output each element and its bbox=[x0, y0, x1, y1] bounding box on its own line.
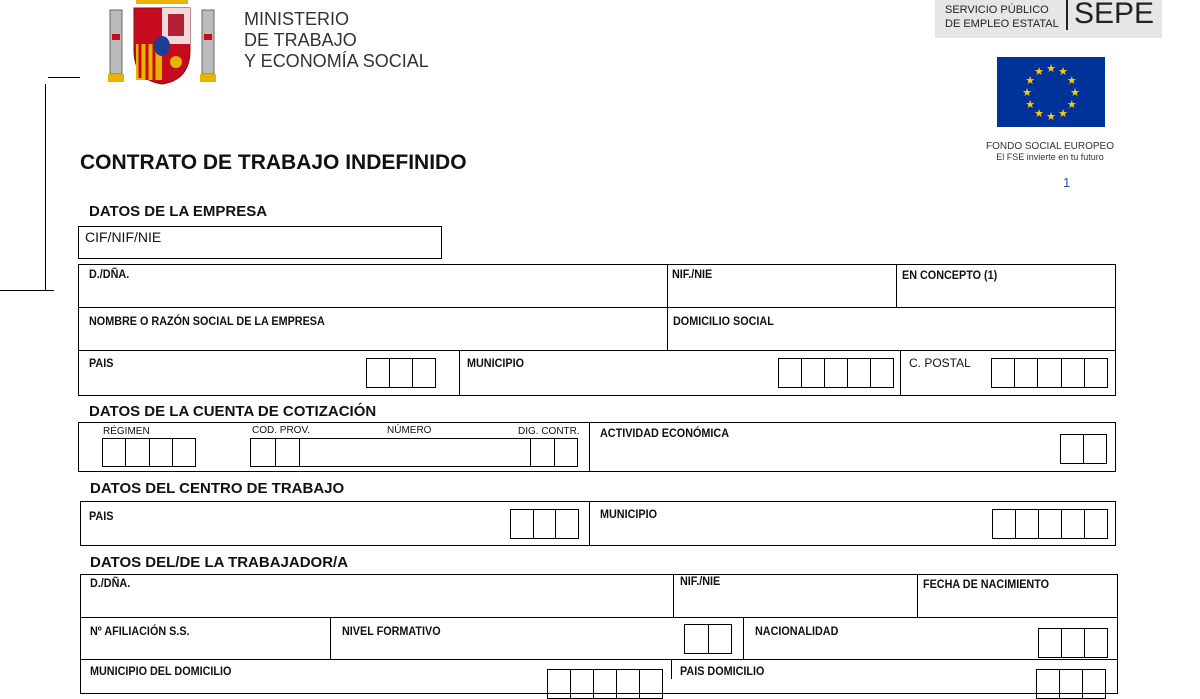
fse-caption: FONDO SOCIAL EUROPEO El FSE invierte en tu futuro bbox=[986, 141, 1114, 162]
afiliacion-label: Nº AFILIACIÓN S.S. bbox=[90, 624, 190, 638]
codprov-label: COD. PROV. bbox=[252, 425, 310, 436]
empresa-dona-label: D./DÑA. bbox=[89, 267, 130, 281]
eu-star-icon: ★ bbox=[1046, 111, 1056, 123]
eu-star-icon: ★ bbox=[1022, 87, 1032, 99]
nacionalidad-cells[interactable] bbox=[1038, 628, 1108, 658]
regimen-label: RÉGIMEN bbox=[103, 426, 150, 437]
eu-star-icon: ★ bbox=[1034, 107, 1044, 120]
sepe-logo: SERVICIO PÚBLICO DE EMPLEO ESTATAL SEPE bbox=[935, 0, 1162, 38]
section-heading-centro: DATOS DEL CENTRO DE TRABAJO bbox=[90, 480, 345, 497]
actividad-cells[interactable] bbox=[1060, 434, 1107, 464]
coat-of-arms-logo bbox=[106, 0, 218, 86]
empresa-pais-cells[interactable] bbox=[366, 358, 436, 388]
eu-star-icon: ★ bbox=[1066, 75, 1077, 87]
col-divider bbox=[667, 264, 668, 350]
eu-star-icon: ★ bbox=[1025, 75, 1036, 87]
eu-flag-logo bbox=[997, 57, 1105, 127]
row-divider bbox=[80, 659, 1118, 660]
margin-mark-bottom bbox=[0, 290, 54, 291]
centro-pais-label: PAIS bbox=[89, 509, 114, 523]
eu-star-icon: ★ bbox=[1034, 66, 1044, 79]
trabajador-nif-label: NIF./NIE bbox=[680, 574, 721, 588]
margin-mark-top bbox=[48, 77, 80, 78]
row-divider bbox=[80, 617, 1118, 618]
pais-domicilio-cells[interactable] bbox=[1036, 669, 1106, 699]
eu-star-icon: ★ bbox=[1058, 66, 1068, 79]
margin-mark-vertical bbox=[45, 84, 46, 290]
pais-domicilio-label: PAIS DOMICILIO bbox=[680, 664, 765, 678]
col-divider bbox=[589, 501, 590, 546]
empresa-municipio-cells[interactable] bbox=[778, 358, 894, 388]
numero-field[interactable] bbox=[299, 438, 531, 467]
cif-label: CIF/NIF/NIE bbox=[85, 229, 162, 245]
municipio-domicilio-cells[interactable] bbox=[547, 669, 663, 699]
municipio-domicilio-label: MUNICIPIO DEL DOMICILIO bbox=[90, 664, 232, 678]
nivel-formativo-cells[interactable] bbox=[684, 624, 732, 654]
page-number: 1 bbox=[1063, 175, 1071, 190]
eu-star-icon: ★ bbox=[1066, 99, 1077, 111]
nivel-formativo-label: NIVEL FORMATIVO bbox=[342, 624, 441, 638]
col-divider bbox=[673, 574, 674, 617]
trabajador-fecha-label: FECHA DE NACIMIENTO bbox=[923, 577, 1050, 591]
cotizacion-table bbox=[78, 422, 1116, 472]
nacionalidad-label: NACIONALIDAD bbox=[755, 624, 839, 638]
codprov-cells[interactable] bbox=[250, 438, 300, 467]
digcontr-cells[interactable] bbox=[530, 438, 578, 467]
empresa-pais-label: PAIS bbox=[89, 356, 114, 370]
col-divider bbox=[589, 422, 590, 472]
centro-pais-cells[interactable] bbox=[510, 509, 579, 539]
col-divider bbox=[896, 264, 897, 307]
empresa-razon-label: NOMBRE O RAZÓN SOCIAL DE LA EMPRESA bbox=[89, 314, 325, 328]
eu-star-icon: ★ bbox=[1058, 107, 1068, 120]
actividad-label: ACTIVIDAD ECONÓMICA bbox=[600, 426, 730, 440]
document-title: CONTRATO DE TRABAJO INDEFINIDO bbox=[80, 151, 467, 174]
centro-municipio-cells[interactable] bbox=[992, 509, 1108, 539]
regimen-cells[interactable] bbox=[102, 438, 196, 467]
empresa-cpostal-cells[interactable] bbox=[991, 358, 1108, 388]
empresa-table bbox=[78, 264, 1116, 396]
eu-star-icon: ★ bbox=[1046, 63, 1056, 75]
col-divider bbox=[330, 617, 331, 659]
cif-field-box[interactable] bbox=[78, 226, 442, 259]
centro-municipio-label: MUNICIPIO bbox=[600, 507, 658, 521]
col-divider bbox=[671, 659, 672, 679]
empresa-concepto-label: EN CONCEPTO (1) bbox=[902, 268, 998, 282]
empresa-nif-label: NIF./NIE bbox=[672, 267, 713, 281]
section-heading-empresa: DATOS DE LA EMPRESA bbox=[89, 203, 268, 220]
section-heading-cotizacion: DATOS DE LA CUENTA DE COTIZACIÓN bbox=[89, 403, 377, 420]
col-divider bbox=[459, 350, 460, 396]
ministry-name: MINISTERIO DE TRABAJO Y ECONOMÍA SOCIAL bbox=[244, 9, 429, 71]
col-divider bbox=[917, 574, 918, 617]
row-divider bbox=[78, 350, 1116, 351]
empresa-domicilio-label: DOMICILIO SOCIAL bbox=[673, 314, 774, 328]
eu-star-icon: ★ bbox=[1070, 87, 1080, 99]
trabajador-dona-label: D./DÑA. bbox=[90, 576, 131, 590]
section-heading-trabajador: DATOS DEL/DE LA TRABAJADOR/A bbox=[90, 554, 349, 571]
centro-table bbox=[80, 501, 1116, 546]
empresa-municipio-label: MUNICIPIO bbox=[467, 356, 525, 370]
col-divider bbox=[743, 617, 744, 659]
empresa-cpostal-label: C. POSTAL bbox=[909, 356, 971, 370]
eu-star-icon: ★ bbox=[1025, 99, 1036, 111]
digcontr-label: DIG. CONTR. bbox=[518, 426, 580, 437]
col-divider bbox=[900, 350, 901, 396]
row-divider bbox=[78, 307, 1116, 308]
numero-label: NÚMERO bbox=[387, 425, 432, 436]
